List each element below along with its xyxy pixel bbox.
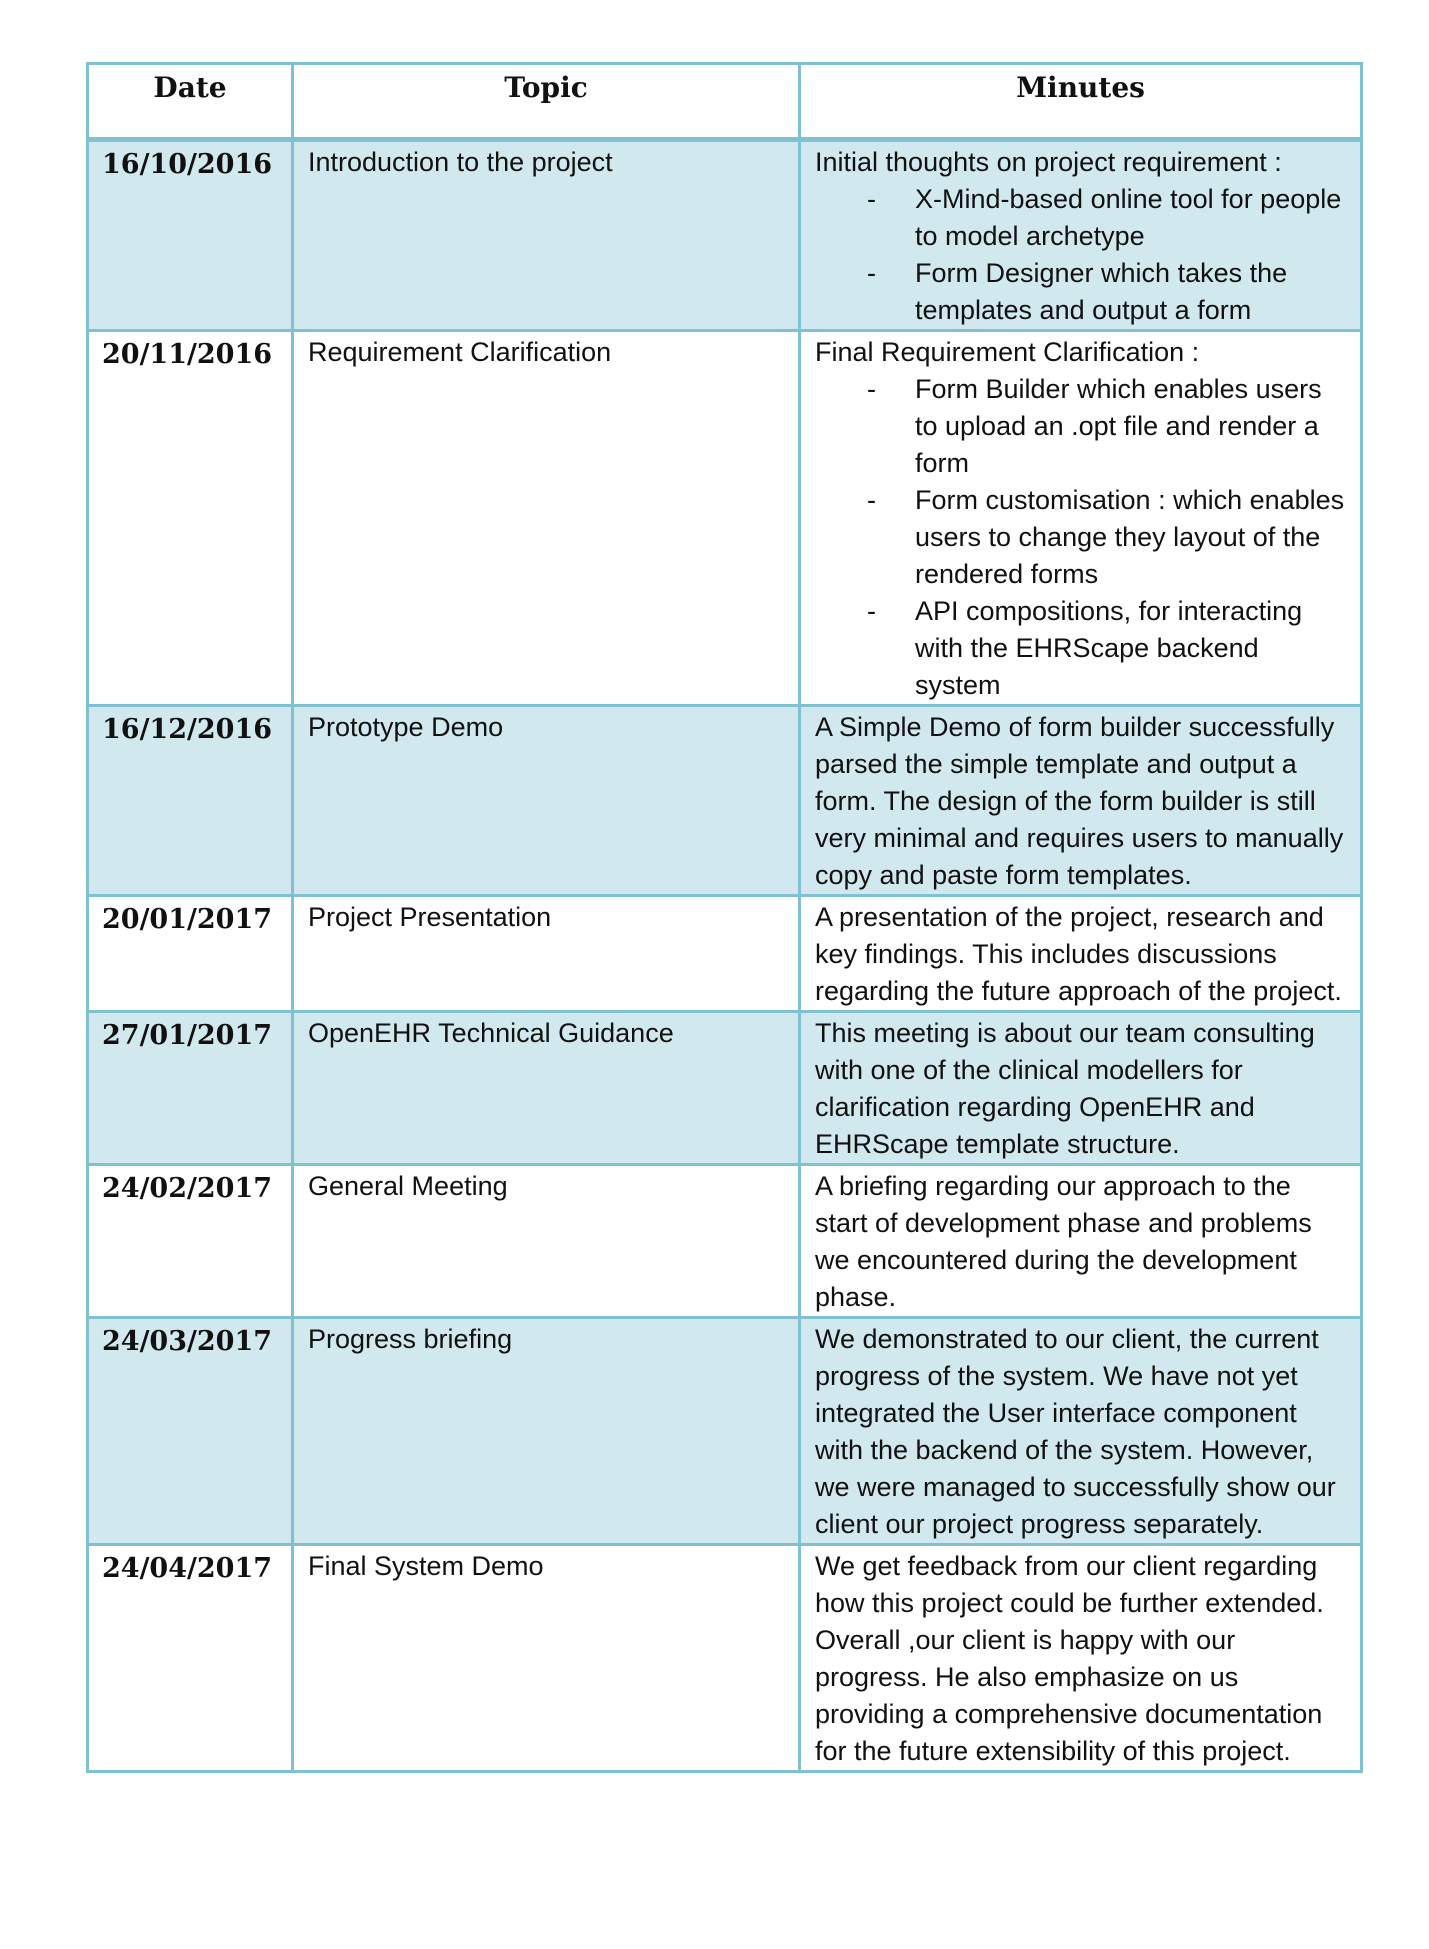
- table-header-row: [88, 64, 1362, 140]
- meeting-topic: General Meeting: [308, 1171, 508, 1201]
- dash-bullet-icon: -: [867, 258, 876, 288]
- topic-cell: [293, 706, 800, 896]
- meeting-date: 27/01/2017: [102, 1020, 273, 1051]
- meeting-topic: Prototype Demo: [308, 712, 504, 742]
- topic-cell: [293, 1545, 800, 1772]
- table-row: [88, 896, 1362, 1012]
- minutes-cell: [800, 140, 1362, 331]
- dash-bullet-icon: -: [867, 374, 876, 404]
- table-row: [88, 1545, 1362, 1772]
- topic-cell: [293, 331, 800, 706]
- date-cell: [88, 1545, 293, 1772]
- topic-cell: [293, 1165, 800, 1318]
- topic-cell: [293, 1318, 800, 1545]
- minutes-bullet-item: [867, 371, 1350, 482]
- table-row: [88, 1318, 1362, 1545]
- minutes-bullet-text: Form Designer which takes the templates and output a form: [915, 258, 1288, 325]
- minutes-bullet-text: Form customisation : which enables users to change they layout of the rendered forms: [915, 485, 1345, 589]
- minutes-text: A presentation of the project, research and key findings. This includes discussions regarding the future approach of the project.: [815, 902, 1342, 1006]
- date-column-header: Date: [88, 64, 293, 140]
- minutes-text: A Simple Demo of form builder successfully parsed the simple template and output a form. The design of the form builder is still very minimal and requires users to manually copy and paste form templates.: [815, 712, 1344, 890]
- dash-bullet-icon: -: [867, 184, 876, 214]
- minutes-text: We demonstrated to our client, the current progress of the system. We have not yet integrated the User interface component with the backend of the system. However, we were managed to successfully show our client our project progress separately.: [815, 1324, 1336, 1539]
- minutes-bullet-item: [867, 255, 1350, 329]
- date-cell: [88, 140, 293, 331]
- topic-cell: [293, 1012, 800, 1165]
- meeting-date: 24/04/2017: [102, 1553, 273, 1584]
- minutes-bullet-item: [867, 482, 1350, 593]
- date-cell: [88, 331, 293, 706]
- minutes-cell: [800, 706, 1362, 896]
- minutes-cell: [800, 1165, 1362, 1318]
- minutes-text: We get feedback from our client regarding how this project could be further extended. Overall ,our client is happy with our progress. He also emphasize on us providing a comprehensive documentation for the future extensibility of this project.: [815, 1551, 1324, 1766]
- meeting-date: 20/01/2017: [102, 904, 273, 935]
- meeting-topic: Progress briefing: [308, 1324, 513, 1354]
- date-cell: [88, 706, 293, 896]
- date-cell: [88, 1318, 293, 1545]
- meeting-date: 16/12/2016: [102, 714, 273, 745]
- meeting-date: 16/10/2016: [102, 149, 273, 180]
- minutes-text: A briefing regarding our approach to the start of development phase and problems we encountered during the development phase.: [815, 1171, 1312, 1312]
- minutes-bullet-text: X-Mind-based online tool for people to model archetype: [915, 184, 1342, 251]
- meeting-topic: Requirement Clarification: [308, 337, 612, 367]
- minutes-bullet-item: [867, 593, 1350, 704]
- table-row: [88, 706, 1362, 896]
- date-cell: [88, 1012, 293, 1165]
- topic-cell: [293, 896, 800, 1012]
- meeting-topic: Final System Demo: [308, 1551, 544, 1581]
- meeting-date: 24/03/2017: [102, 1326, 273, 1357]
- date-cell: [88, 1165, 293, 1318]
- minutes-cell: [800, 896, 1362, 1012]
- meeting-topic: Introduction to the project: [308, 147, 613, 177]
- minutes-cell: [800, 331, 1362, 706]
- minutes-cell: [800, 1545, 1362, 1772]
- topic-cell: [293, 140, 800, 331]
- table-row: [88, 331, 1362, 706]
- table-row: [88, 140, 1362, 331]
- dash-bullet-icon: -: [867, 596, 876, 626]
- minutes-bullet-text: API compositions, for interacting with the EHRScape backend system: [915, 596, 1303, 700]
- minutes-intro: Final Requirement Clarification :: [815, 337, 1200, 367]
- minutes-bullet-text: Form Builder which enables users to upload an .opt file and render a form: [915, 374, 1322, 478]
- meeting-date: 20/11/2016: [102, 339, 273, 370]
- minutes-bullet-item: [867, 181, 1350, 255]
- meeting-topic: OpenEHR Technical Guidance: [308, 1018, 674, 1048]
- minutes-intro: Initial thoughts on project requirement :: [815, 147, 1282, 177]
- dash-bullet-icon: -: [867, 485, 876, 515]
- minutes-bullet-list: [815, 371, 1350, 704]
- minutes-column-header: Minutes: [800, 64, 1362, 140]
- meeting-date: 24/02/2017: [102, 1173, 273, 1204]
- topic-column-header: Topic: [293, 64, 800, 140]
- minutes-cell: [800, 1318, 1362, 1545]
- date-cell: [88, 896, 293, 1012]
- minutes-cell: [800, 1012, 1362, 1165]
- meeting-topic: Project Presentation: [308, 902, 552, 932]
- table-row: [88, 1165, 1362, 1318]
- minutes-text: This meeting is about our team consulting with one of the clinical modellers for clarification regarding OpenEHR and EHRScape template structure.: [815, 1018, 1315, 1159]
- minutes-table: [86, 62, 1363, 1773]
- minutes-bullet-list: [815, 181, 1350, 329]
- table-row: [88, 1012, 1362, 1165]
